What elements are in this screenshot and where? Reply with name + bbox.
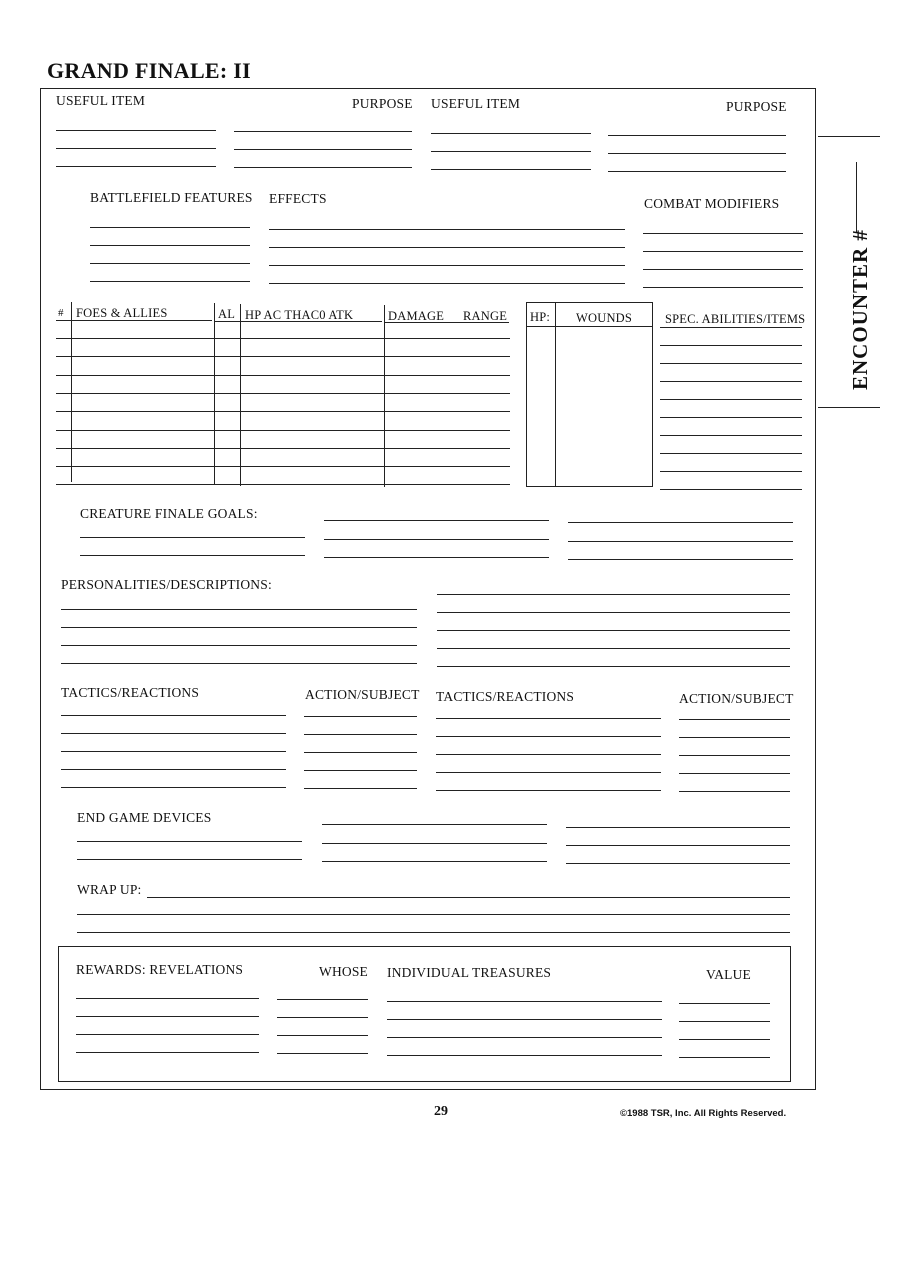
battlefield-line[interactable]	[643, 233, 803, 234]
battlefield-line[interactable]	[90, 245, 250, 246]
tactics-line[interactable]	[61, 715, 286, 716]
table-row[interactable]	[56, 338, 510, 339]
wrap-up-line[interactable]	[77, 932, 790, 933]
spec-abilities-line[interactable]	[660, 489, 802, 490]
useful-item-line[interactable]	[608, 153, 786, 154]
wounds-label: WOUNDS	[576, 311, 633, 325]
table-row[interactable]	[56, 356, 510, 357]
tactics-line[interactable]	[436, 790, 661, 791]
battlefield-line[interactable]	[269, 283, 625, 284]
col-al-header: AL	[218, 307, 236, 321]
personality-line[interactable]	[437, 630, 790, 631]
hp-wounds-divider	[555, 302, 556, 487]
creature-goal-line[interactable]	[568, 559, 793, 560]
wrap-up-line[interactable]	[77, 914, 790, 915]
tactics-line[interactable]	[436, 718, 661, 719]
useful-item-line[interactable]	[431, 151, 591, 152]
reward-line[interactable]	[76, 1052, 259, 1053]
table-col-divider	[214, 303, 215, 484]
creature-goal-line[interactable]	[80, 555, 305, 556]
tactics-label-2: TACTICS/REACTIONS	[436, 689, 575, 704]
creature-goals-label: CREATURE FINALE GOALS:	[80, 506, 258, 521]
end-game-line[interactable]	[322, 824, 547, 825]
table-header-rule[interactable]	[56, 320, 212, 321]
encounter-label: ENCOUNTER #	[848, 229, 872, 390]
tactics-line[interactable]	[436, 772, 661, 773]
tactics-line[interactable]	[436, 736, 661, 737]
tactics-line[interactable]	[61, 733, 286, 734]
creature-goal-line[interactable]	[568, 541, 793, 542]
purpose-label-2: PURPOSE	[726, 99, 787, 114]
useful-item-label: USEFUL ITEM	[56, 93, 146, 108]
encounter-number-field[interactable]	[856, 162, 857, 232]
creature-goal-line[interactable]	[324, 557, 549, 558]
battlefield-line[interactable]	[643, 287, 803, 288]
col-range-header: RANGE	[463, 309, 508, 323]
battlefield-features-label: BATTLEFIELD FEATURES	[90, 190, 253, 205]
personality-line[interactable]	[437, 612, 790, 613]
table-col-divider	[71, 302, 72, 482]
spec-abilities-line[interactable]	[660, 399, 802, 400]
encounter-top-rule	[818, 136, 880, 137]
table-row[interactable]	[56, 466, 510, 467]
spec-abilities-line[interactable]	[660, 471, 802, 472]
useful-item-line[interactable]	[234, 167, 412, 168]
table-row[interactable]	[56, 375, 510, 376]
table-header-rule[interactable]	[384, 322, 509, 323]
personality-line[interactable]	[437, 594, 790, 595]
personality-line[interactable]	[61, 645, 417, 646]
personality-line[interactable]	[61, 627, 417, 628]
reward-line[interactable]	[679, 1039, 770, 1040]
tactics-line[interactable]	[304, 788, 417, 789]
page-title: GRAND FINALE: II	[47, 58, 252, 83]
battlefield-line[interactable]	[269, 247, 625, 248]
end-game-devices-label: END GAME DEVICES	[77, 810, 212, 825]
tactics-line[interactable]	[436, 754, 661, 755]
end-game-line[interactable]	[322, 861, 547, 862]
tactics-line[interactable]	[679, 719, 790, 720]
table-col-divider	[240, 304, 241, 486]
battlefield-line[interactable]	[90, 227, 250, 228]
tactics-line[interactable]	[304, 770, 417, 771]
useful-item-line[interactable]	[431, 133, 591, 134]
useful-item-line[interactable]	[431, 169, 591, 170]
useful-item-line[interactable]	[234, 131, 412, 132]
useful-item-label-2: USEFUL ITEM	[431, 96, 521, 111]
purpose-label: PURPOSE	[352, 96, 413, 111]
encounter-bottom-rule	[818, 407, 880, 408]
personalities-label: PERSONALITIES/DESCRIPTIONS:	[61, 577, 272, 592]
end-game-line[interactable]	[77, 841, 302, 842]
col-foes-header: FOES & ALLIES	[76, 306, 168, 320]
table-row[interactable]	[56, 484, 510, 485]
battlefield-line[interactable]	[269, 229, 625, 230]
wrap-up-line[interactable]	[147, 897, 790, 898]
tactics-line[interactable]	[61, 787, 286, 788]
tactics-line[interactable]	[679, 755, 790, 756]
combat-modifiers-label: COMBAT MODIFIERS	[644, 196, 780, 211]
effects-label: EFFECTS	[269, 191, 327, 206]
end-game-line[interactable]	[566, 827, 790, 828]
reward-line[interactable]	[277, 999, 368, 1000]
table-col-divider	[384, 305, 385, 487]
tactics-line[interactable]	[61, 751, 286, 752]
useful-item-line[interactable]	[56, 130, 216, 131]
useful-item-line[interactable]	[234, 149, 412, 150]
whose-label: WHOSE	[319, 964, 368, 979]
wrap-up-label: WRAP UP:	[77, 882, 142, 897]
spec-abilities-line[interactable]	[660, 345, 802, 346]
tactics-line[interactable]	[679, 773, 790, 774]
useful-item-line[interactable]	[56, 148, 216, 149]
col-number-header: #	[58, 307, 64, 319]
creature-goal-line[interactable]	[324, 520, 549, 521]
end-game-line[interactable]	[566, 863, 790, 864]
battlefield-line[interactable]	[90, 281, 250, 282]
tactics-label: TACTICS/REACTIONS	[61, 685, 200, 700]
creature-goal-line[interactable]	[324, 539, 549, 540]
reward-line[interactable]	[679, 1021, 770, 1022]
col-stats-header: HP AC THAC0 ATK	[245, 308, 354, 322]
copyright-notice: ©1988 TSR, Inc. All Rights Reserved.	[620, 1108, 787, 1119]
reward-line[interactable]	[679, 1057, 770, 1058]
end-game-line[interactable]	[322, 843, 547, 844]
tactics-line[interactable]	[61, 769, 286, 770]
table-row[interactable]	[56, 393, 510, 394]
value-label: VALUE	[706, 967, 752, 982]
reward-line[interactable]	[387, 1001, 662, 1002]
action-subject-label-2: ACTION/SUBJECT	[679, 691, 794, 706]
end-game-line[interactable]	[566, 845, 790, 846]
reward-line[interactable]	[277, 1017, 368, 1018]
table-row[interactable]	[56, 411, 510, 412]
spec-abilities-line[interactable]	[660, 363, 802, 364]
reward-line[interactable]	[76, 1034, 259, 1035]
personality-line[interactable]	[61, 609, 417, 610]
tactics-line[interactable]	[304, 734, 417, 735]
reward-line[interactable]	[277, 1035, 368, 1036]
spec-abilities-line[interactable]	[660, 435, 802, 436]
rewards-revelations-label: REWARDS: REVELATIONS	[76, 962, 244, 977]
tactics-line[interactable]	[304, 752, 417, 753]
reward-line[interactable]	[387, 1019, 662, 1020]
action-subject-label: ACTION/SUBJECT	[305, 687, 420, 702]
battlefield-line[interactable]	[643, 251, 803, 252]
tactics-line[interactable]	[679, 737, 790, 738]
creature-goal-line[interactable]	[80, 537, 305, 538]
spec-abilities-line[interactable]	[660, 327, 802, 328]
hp-label: HP:	[530, 310, 551, 324]
reward-line[interactable]	[387, 1037, 662, 1038]
spec-abilities-line[interactable]	[660, 417, 802, 418]
battlefield-line[interactable]	[90, 263, 250, 264]
page-number: 29	[434, 1104, 448, 1119]
useful-item-line[interactable]	[608, 171, 786, 172]
personality-line[interactable]	[61, 663, 417, 664]
personality-line[interactable]	[437, 648, 790, 649]
tactics-line[interactable]	[679, 791, 790, 792]
end-game-line[interactable]	[77, 859, 302, 860]
battlefield-line[interactable]	[643, 269, 803, 270]
tactics-line[interactable]	[304, 716, 417, 717]
reward-line[interactable]	[387, 1055, 662, 1056]
spec-abilities-label: SPEC. ABILITIES/ITEMS	[665, 312, 806, 326]
hp-wounds-header-rule	[526, 326, 653, 327]
creature-goal-line[interactable]	[568, 522, 793, 523]
reward-line[interactable]	[76, 1016, 259, 1017]
reward-line[interactable]	[277, 1053, 368, 1054]
table-row[interactable]	[56, 448, 510, 449]
hp-wounds-box	[526, 302, 653, 487]
individual-treasures-label: INDIVIDUAL TREASURES	[387, 965, 552, 980]
table-row[interactable]	[56, 430, 510, 431]
spec-abilities-line[interactable]	[660, 381, 802, 382]
battlefield-line[interactable]	[269, 265, 625, 266]
reward-line[interactable]	[76, 998, 259, 999]
useful-item-line[interactable]	[56, 166, 216, 167]
col-damage-header: DAMAGE	[388, 309, 445, 323]
useful-item-line[interactable]	[608, 135, 786, 136]
personality-line[interactable]	[437, 666, 790, 667]
spec-abilities-line[interactable]	[660, 453, 802, 454]
reward-line[interactable]	[679, 1003, 770, 1004]
